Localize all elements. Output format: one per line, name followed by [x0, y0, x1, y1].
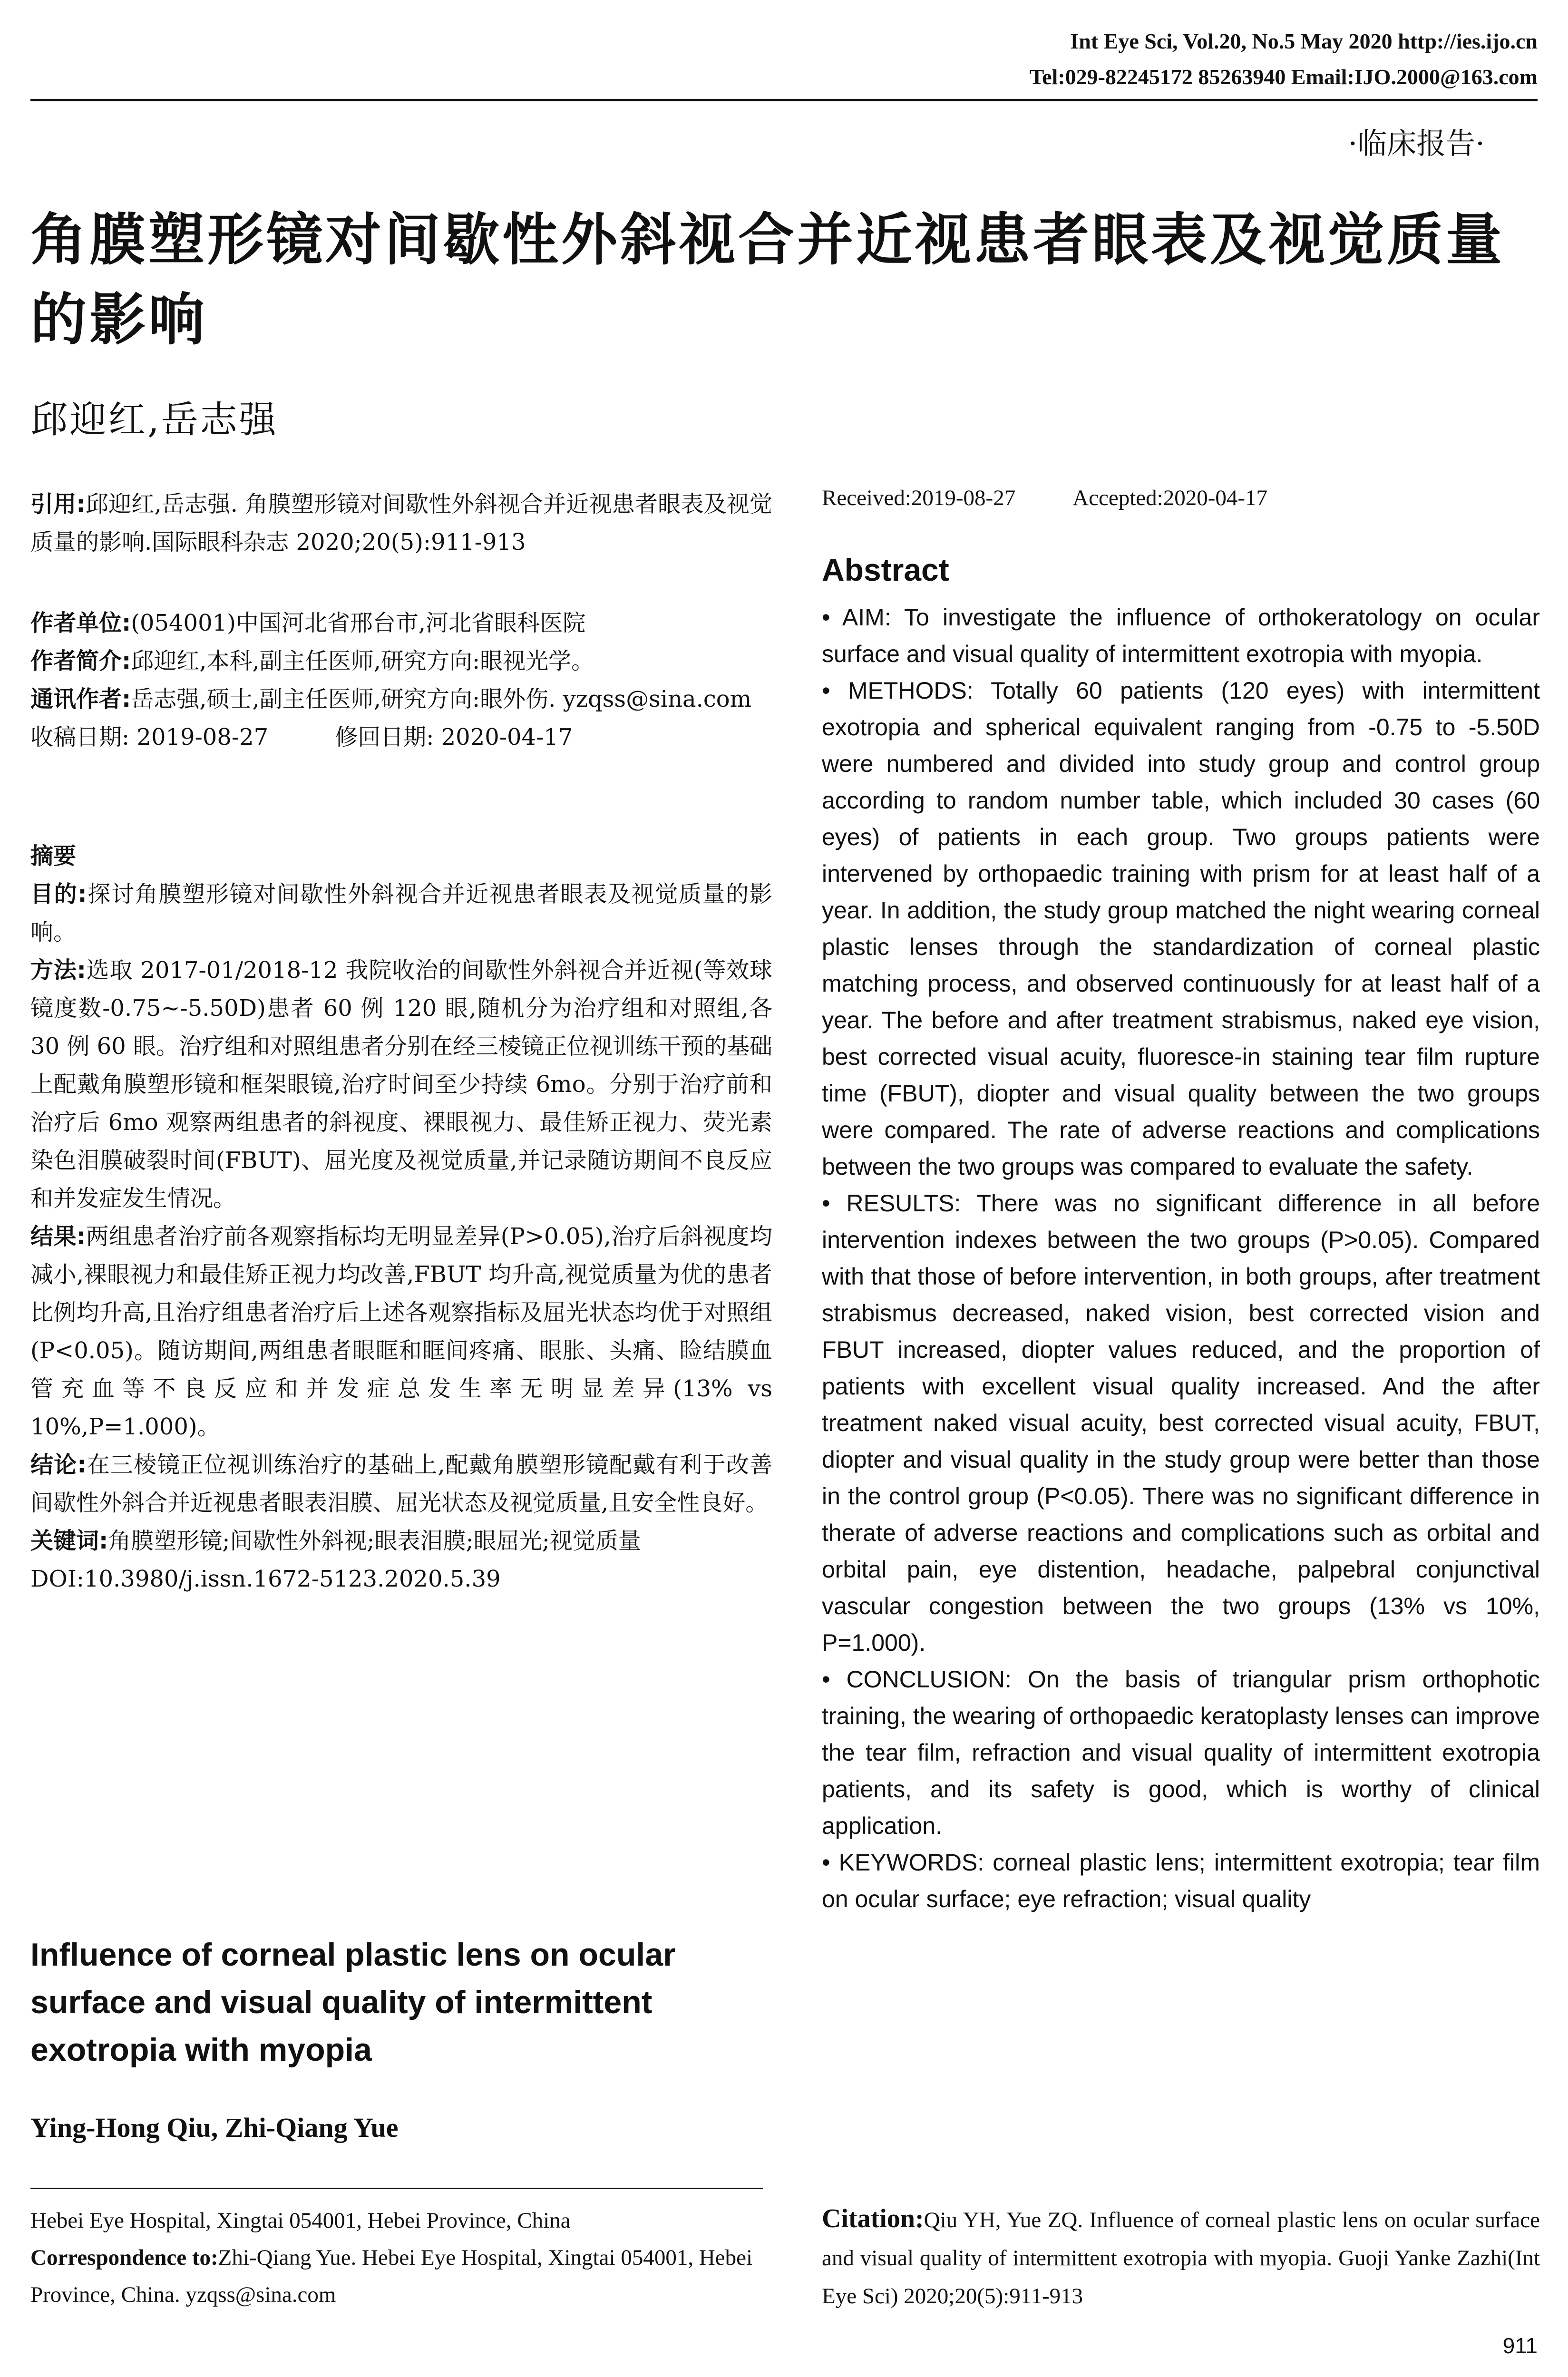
- methods-en: • METHODS: Totally 60 patients (120 eyes) with intermittent exotropia and spherical equivalent ranging from -0.75 to -5.50D were numbered and divided into study group and control group according to random number table, which included 30 cases (60 eyes) of patients in each group. Two groups patients were intervened by orthopaedic training with prism for at least half of a year. In addition, the study group matched the night wearing corneal plastic lenses through the standardization of corneal plastic matching process, and observed continuously for at least half of a year. The before and after treatment strabismus, naked eye vision, best corrected visual acuity, fluoresce-in staining tear film rupture time (FBUT), diopter and visual quality between the two groups were compared. The rate of adverse reactions and complications between the two groups was compared to evaluate the safety.: [822, 677, 1540, 1180]
- dates-english: [822, 485, 1325, 511]
- title-chinese: 角膜塑形镜对间歇性外斜视合并近视患者眼表及视觉质量的影响: [30, 207, 1505, 352]
- unit-text: (054001)中国河北省邢台市,河北省眼科医院: [131, 610, 586, 636]
- received-date-cn: 收稿日期: 2019-08-27: [30, 724, 269, 750]
- accepted-date-en: Accepted:2020-04-17: [1072, 486, 1268, 510]
- results-en: • RESULTS: There was no significant difference in all before intervention indexes between the two groups (P>0.05). Compared with that those of before intervention, in both groups, after treatment strabismus decreased, naked vision, best corrected vision and FBUT increased, diopter values reduced, and the proportion of patients with excellent visual quality increased. And the after treatment naked visual acuity, best corrected visual acuity, FBUT, diopter and visual quality in the study group were better than those in the control group (P<0.05). There was no significant difference in therate of adverse reactions and complications such as orbital and orbital pain, eye distention, headache, palpebral conjunctival vascular congestion between the two groups (13% vs 10%, P=1.000).: [822, 1190, 1540, 1656]
- aim-text-cn: 探讨角膜塑形镜对间歇性外斜视合并近视患者眼表及视觉质量的影响。: [30, 881, 772, 945]
- journal-header-line2: Tel:029-82245172 85263940 Email:IJO.2000@163.com: [1029, 65, 1538, 89]
- affiliation-divider: [30, 2188, 763, 2189]
- citation-text: 邱迎红,岳志强. 角膜塑形镜对间歇性外斜视合并近视患者眼表及视觉质量的影响.国际眼科杂志 2020;20(5):911-913: [30, 491, 772, 555]
- keywords-text-cn: 角膜塑形镜;间歇性外斜视;眼表泪膜;眼屈光;视觉质量: [108, 1528, 641, 1554]
- bio-text: 邱迎红,本科,副主任医师,研究方向:眼视光学。: [131, 648, 594, 674]
- corr-text-en: Zhi-Qiang Yue. Hebei Eye Hospital, Xingtai 054001, Hebei Province, China. yzqss@sina.com: [30, 2245, 753, 2307]
- citation-label-en: Citation:: [822, 2204, 924, 2233]
- corr-label: 通讯作者:: [30, 686, 131, 712]
- methods-text-cn: 选取 2017-01/2018-12 我院收治的间歇性外斜视合并近视(等效球镜度数-0.75~-5.50D)患者 60 例 120 眼,随机分为治疗组和对照组,各 30 例 60 眼。治疗组和对照组患者分别在经三棱镜正位视训练干预的基础上配戴角膜塑形镜和框架眼镜,治疗时间至少持续 6mo。分别于治疗前和治疗后 6mo 观察两组患者的斜视度、裸眼视力、最佳矫正视力、荧光素染色泪膜破裂时间(FBUT)、屈光度及视觉质量,并记录随访期间不良反应和并发症发生情况。: [30, 957, 772, 1212]
- keywords-label-cn: 关键词:: [30, 1528, 108, 1554]
- authors-chinese: 邱迎红,岳志强: [30, 399, 278, 441]
- unit-label: 作者单位:: [30, 610, 131, 636]
- citation-label: 引用:: [30, 491, 86, 517]
- conclusion-label-cn: 结论:: [30, 1452, 87, 1478]
- aim-label-cn: 目的:: [30, 881, 87, 907]
- page-number: 911: [1502, 2333, 1538, 2358]
- received-date-en: Received:2019-08-27: [822, 486, 1016, 510]
- abstract-english: [822, 599, 1540, 1918]
- abstract-heading-en: Abstract: [822, 552, 949, 587]
- section-tag: ·临床报告·: [1348, 126, 1485, 161]
- revised-date-cn: 修回日期: 2020-04-17: [335, 724, 573, 750]
- conclusion-text-cn: 在三棱镜正位视训练治疗的基础上,配戴角膜塑形镜配戴有利于改善间歇性外斜合并近视患者眼表泪膜、屈光状态及视觉质量,且安全性良好。: [30, 1452, 772, 1516]
- corr-text: 岳志强,硕士,副主任医师,研究方向:眼外伤. yzqss@sina.com: [131, 686, 752, 712]
- corr-label-en: Correspondence to:: [30, 2245, 218, 2270]
- abstract-chinese: [30, 837, 772, 1598]
- results-label-cn: 结果:: [30, 1223, 86, 1250]
- authors-english: Ying-Hong Qiu, Zhi-Qiang Yue: [30, 2112, 399, 2143]
- citation-chinese: [30, 485, 772, 561]
- results-text-cn: 两组患者治疗前各观察指标均无明显差异(P>0.05),治疗后斜视度均减小,裸眼视力和最佳矫正视力均改善,FBUT 均升高,视觉质量为优的患者比例均升高,且治疗组患者治疗后上述各观察指标及屈光状态均优于对照组(P<0.05)。随访期间,两组患者眼眶和眶间疼痛、眼胀、头痛、睑结膜血管充血等不良反应和并发症总发生率无明显差异(13% vs 10%,P=1.000)。: [30, 1223, 772, 1440]
- bio-label: 作者简介:: [30, 648, 131, 674]
- aim-en: • AIM: To investigate the influence of orthokeratology on ocular surface and visual quality of intermittent exotropia with myopia.: [822, 604, 1540, 667]
- citation-text-en: Qiu YH, Yue ZQ. Influence of corneal plastic lens on ocular surface and visual quality of intermittent exotropia with myopia. Guoji Yanke Zazhi(Int Eye Sci) 2020;20(5):911-913: [822, 2208, 1540, 2309]
- header-divider: [30, 99, 1538, 101]
- journal-header-line1: Int Eye Sci, Vol.20, No.5 May 2020 http://ies.ijo.cn: [1070, 29, 1538, 53]
- hospital-text: Hebei Eye Hospital, Xingtai 054001, Hebei Province, China: [30, 2208, 571, 2233]
- conclusion-en: • CONCLUSION: On the basis of triangular prism orthophotic training, the wearing of orthopaedic keratoplasty lenses can improve the tear film, refraction and visual quality of intermittent exotropia patients, and its safety is good, which is worthy of clinical application.: [822, 1666, 1540, 1839]
- affiliation-chinese: [30, 604, 772, 756]
- title-english: Influence of corneal plastic lens on ocular surface and visual quality of intermittent exotropia with myopia: [30, 1937, 676, 2068]
- keywords-en: • KEYWORDS: corneal plastic lens; intermittent exotropia; tear film on ocular surface; eye refraction; visual quality: [822, 1849, 1540, 1912]
- doi: DOI:10.3980/j.issn.1672-5123.2020.5.39: [30, 1566, 501, 1592]
- citation-english: [822, 2200, 1540, 2315]
- methods-label-cn: 方法:: [30, 957, 86, 984]
- abstract-heading-cn: 摘要: [30, 843, 77, 869]
- affiliation-english: [30, 2202, 772, 2313]
